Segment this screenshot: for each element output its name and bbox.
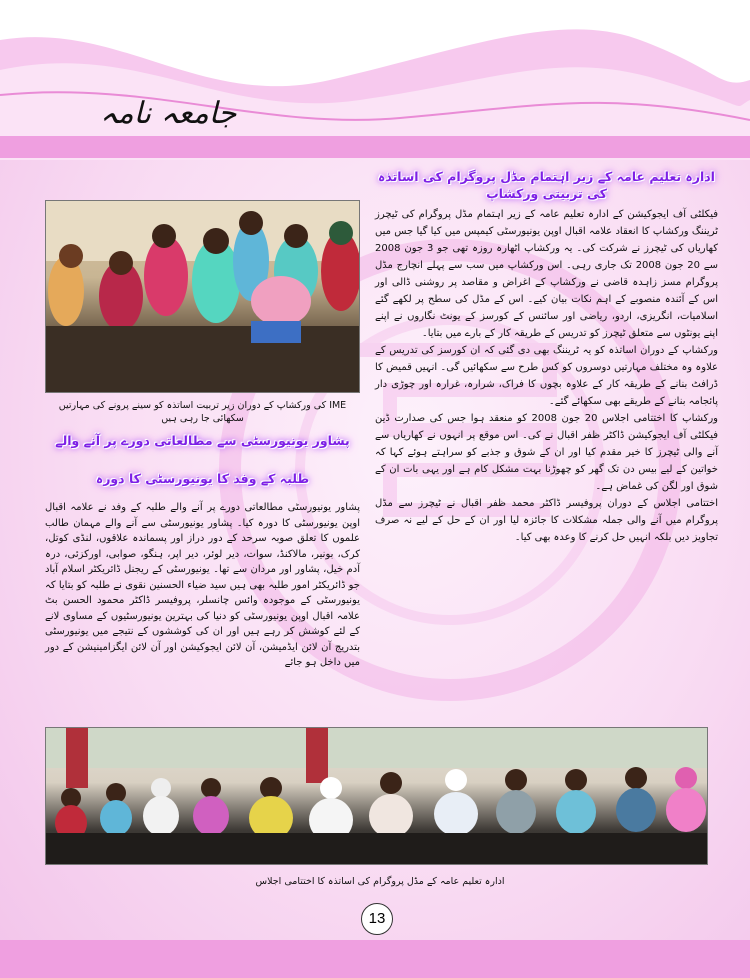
paragraph [375, 206, 718, 342]
body-text-line: تھا۔ یونیورسٹی کے ریجنل ڈائریکٹر اسلام آباد جو ڈائریکٹر امور طلبہ بھی ہیں سید ضیاء [45, 564, 360, 591]
body-text-line: آئندہ منصوبے کے اہم نکات بیان کیے۔ اس کے مڈل کی سطح پر لکھے گئے اسلامیات، [375, 294, 718, 322]
body-text-line: صوبہ سرحد کے دور دراز اور پسماندہ علاقوں، لنڈی کوتل، کرک، بونیر، مالاکنڈ، سوات، [45, 533, 360, 560]
footer-band [0, 940, 750, 978]
body-text-line: بٹ علامہ اقبال اوپن یونیورسٹی کو دنیا کی بہترین یونیورسٹیوں کے مساوی لانے کے [45, 595, 360, 637]
body-text-line: دیر لوئر، دیر اپر، ہنگو، صوابی، اورکزئی، درہ آدم خیل، پشاور اور مردان سے [45, 548, 360, 575]
body-text-line: علاوہ وہ مختلف مہارتیں دوسروں کو کس طرح سے سکھائیں گی۔ انہیں قمیض کا ڈرافٹ [375, 362, 718, 390]
page-number: 13 [361, 903, 393, 935]
workshop-photo-caption: IME کی ورکشاپ کے دوران زیر تربیت اساتذہ کو سینے پرونے کی مہارتیں سکھائی جا رہی ہیں [58, 400, 347, 424]
body-text-line: ورکشاپ کے دوران اساتذہ کو یہ ٹریننگ بھی دی گئی کہ ان کورسز کی تدریس کے [375, 345, 718, 356]
paragraph [375, 342, 718, 410]
body-text-line: بنانے کے طریقہ کار کے علاوہ بچوں کا فراک، شرارہ، غرارہ اور چوڑی دار پائجامہ بنانے [375, 379, 718, 407]
article2-body [45, 500, 360, 671]
body-text-line: 20 جون 2008 تک جاری رہی۔ اس ورکشاپ میں سب سے پہلے انچارج مڈل [375, 260, 701, 271]
body-text-line: ورکشاپ کا اختتامی اجلاس 20 جون 2008 کو منعقد ہوا جس کی صدارت [394, 413, 718, 424]
body-text-line: کھاریاں کی ٹیچرز نے شرکت کی۔ یہ ورکشاپ اٹھارہ روزہ تھی جو 3 جون 2008 سے [375, 243, 718, 271]
body-text-line: آنے والی ٹیچرز کا خیر مقدم کیا اور ان کے شوق و جذبے کو سراہتے ہوئے کہا کہ خواتین [375, 447, 718, 475]
header-band [0, 136, 750, 158]
paragraph [375, 495, 718, 546]
paragraph [375, 410, 718, 495]
closing-session-photo-caption: ادارہ تعلیم عامہ کے مڈل پروگرام کی اساتذہ کا اختتامی اجلاس [255, 876, 505, 887]
body-text-line: فیکلٹی آف ایجوکیشن کے ادارہ تعلیم عامہ کے زیر اہتمام مڈل پروگرام کی ٹیچرز [375, 209, 718, 220]
body-text-line: کے طریقے بھی سکھائے گئے۔ [548, 396, 665, 407]
article2-headline-line1: پشاور یونیورسٹی سے مطالعاتی دورے پر آنے والے [55, 433, 350, 448]
closing-session-photo [45, 727, 708, 865]
body-text-line: ڈین فیکلٹی آف ایجوکیشن ڈاکٹر ظفر اقبال نے کی۔ اس موقع پر انہوں نے کھاریاں سے [375, 413, 718, 441]
body-text-line: سے متعلق ٹیچرز کو تدریس کے طریقہ کار کے بارے میں بتایا۔ [421, 328, 671, 339]
body-text-line: لئے کوشش کر رہے ہیں اور ان کی کوششوں کے نتیجے میں یونیورسٹی بتدریج آن لائن [45, 626, 360, 653]
body-text-line: الحسنین نقوی نے طلبہ کو بتایا کہ یونیورسٹی کے موجودہ وائس چانسلر، پروفیسر ڈاکٹر محمود الحسن [45, 579, 360, 606]
body-text-line: ٹریننگ ورکشاپ کا انعقاد علامہ اقبال اوپن یونیورسٹی کیمپس میں کیا گیا جس میں [375, 226, 718, 237]
body-text-line: ایڈمیشن، آن لائن ایجوکیشن اور آن لائن ایگزامینیشن کے دور میں داخل ہو جائے [45, 641, 360, 668]
workshop-photo [45, 200, 360, 393]
body-text-line: کے لیے بیس دن تک گھر کو چھوڑنا بہت مشکل کام ہے اور یہی بات ان کے شوق اور لگن [375, 464, 718, 492]
paragraph [45, 500, 360, 671]
body-text-line: دیں بلکہ انہیں حل کرنے کا وعدہ بھی کیا۔ [514, 532, 690, 543]
article1-headline: ادارہ تعلیم عامہ کے زیر اہتمام مڈل پروگرام کی اساتذہ کی تربیتی ورکشاپ [378, 169, 715, 201]
article1-body [375, 206, 718, 546]
magazine-logo: جامعہ نامہ [100, 96, 237, 131]
article2-headline-line2: طلبہ کے وفد کا یونیورسٹی کا دورہ [95, 471, 310, 486]
body-text-line: پروگرام میں آنے والی جملہ مشکلات کا جائزہ لیا اور ان کے حل کے لیے نہ صرف تجاویز [375, 515, 718, 543]
body-text-line: پشاور یونیورسٹی مطالعاتی دورے پر آنے والے طلبہ کے وفد نے علامہ اقبال [45, 502, 360, 513]
body-text-line: اوپن یونیورسٹی کا دورہ کیا۔ پشاور یونیورسٹی سے آنے والے مہمان طالب علموں کا تعلق [45, 517, 360, 544]
body-text-line: کی غماض ہے۔ [595, 481, 659, 492]
body-text-line: پروگرام مسز زاہدہ قاضی نے ورکشاپ کے اغراض و مقاصد پر روشنی ڈالی اور اس کے [375, 277, 718, 305]
body-text-line: انگریزی، اردو، ریاضی اور سائنس کے کورسز کے یونٹ نگاروں نے اپنے اپنے یونٹوں [375, 311, 718, 339]
body-text-line: اختتامی اجلاس کے دوران پروفیسر ڈاکٹر محمد ظفر اقبال نے ٹیچرز سے مڈل [375, 498, 718, 509]
